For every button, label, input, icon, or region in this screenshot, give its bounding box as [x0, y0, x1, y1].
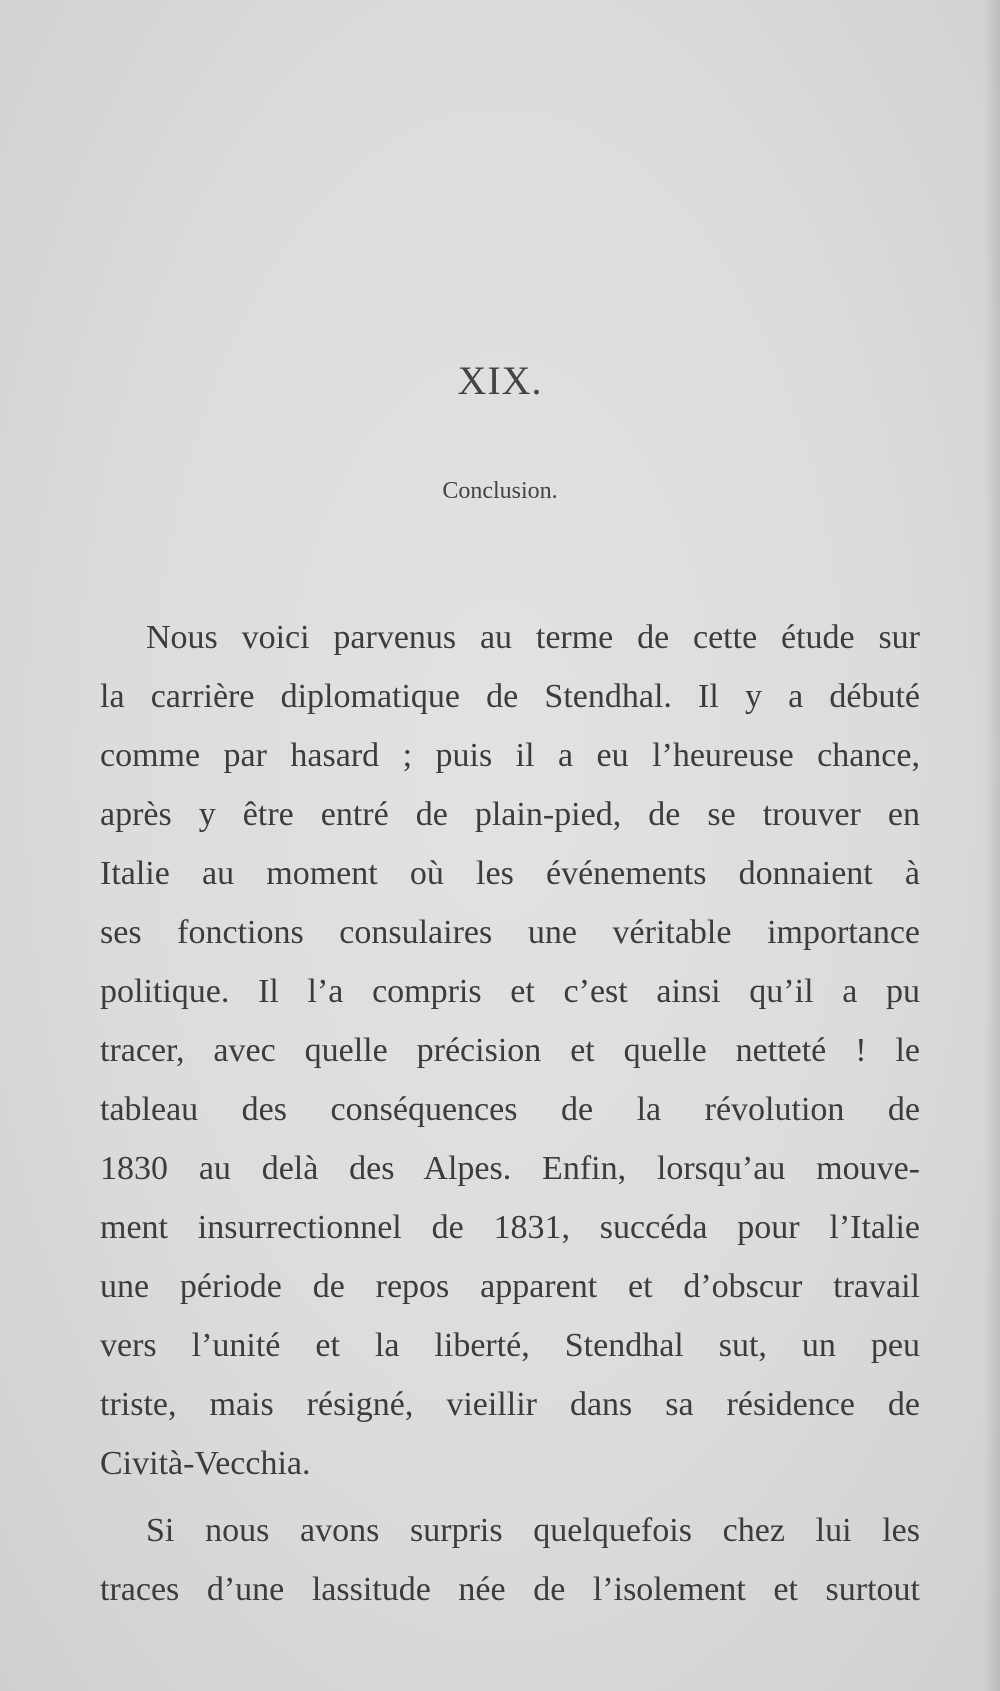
- page-edge-shadow: [984, 0, 1000, 1691]
- text-line: traces d’une lassitude née de l’isolement et surtout: [100, 1571, 920, 1608]
- paragraph-2: [100, 1501, 920, 1619]
- text-line: triste, mais résigné, vieillir dans sa résidence de: [100, 1386, 920, 1423]
- text-line: tableau des conséquences de la révolution de: [100, 1091, 920, 1128]
- body-text: [100, 608, 920, 1619]
- text-line: Cività-Vecchia.: [100, 1445, 311, 1482]
- text-line: 1830 au delà des Alpes. Enfin, lorsqu’au mouve-: [100, 1150, 920, 1187]
- text-line: comme par hasard ; puis il a eu l’heureuse chance,: [100, 737, 920, 774]
- text-line: Si nous avons surpris quelquefois chez lui les: [146, 1512, 920, 1549]
- text-line: vers l’unité et la liberté, Stendhal sut, un peu: [100, 1327, 920, 1364]
- text-line: ment insurrectionnel de 1831, succéda pour l’Italie: [100, 1209, 920, 1246]
- chapter-number: XIX.: [457, 358, 543, 403]
- text-line: une période de repos apparent et d’obscur travail: [100, 1268, 920, 1305]
- text-line: Nous voici parvenus au terme de cette étude sur: [146, 619, 920, 656]
- text-line: politique. Il l’a compris et c’est ainsi qu’il a pu: [100, 973, 920, 1010]
- text-line: Italie au moment où les événements donnaient à: [100, 855, 920, 892]
- text-line: après y être entré de plain-pied, de se trouver en: [100, 796, 920, 833]
- chapter-title: Conclusion.: [442, 478, 558, 504]
- text-line: tracer, avec quelle précision et quelle netteté ! le: [100, 1032, 920, 1069]
- text-line: la carrière diplomatique de Stendhal. Il y a débuté: [100, 678, 920, 715]
- paragraph-1: [100, 608, 920, 1493]
- text-line: ses fonctions consulaires une véritable importance: [100, 914, 920, 951]
